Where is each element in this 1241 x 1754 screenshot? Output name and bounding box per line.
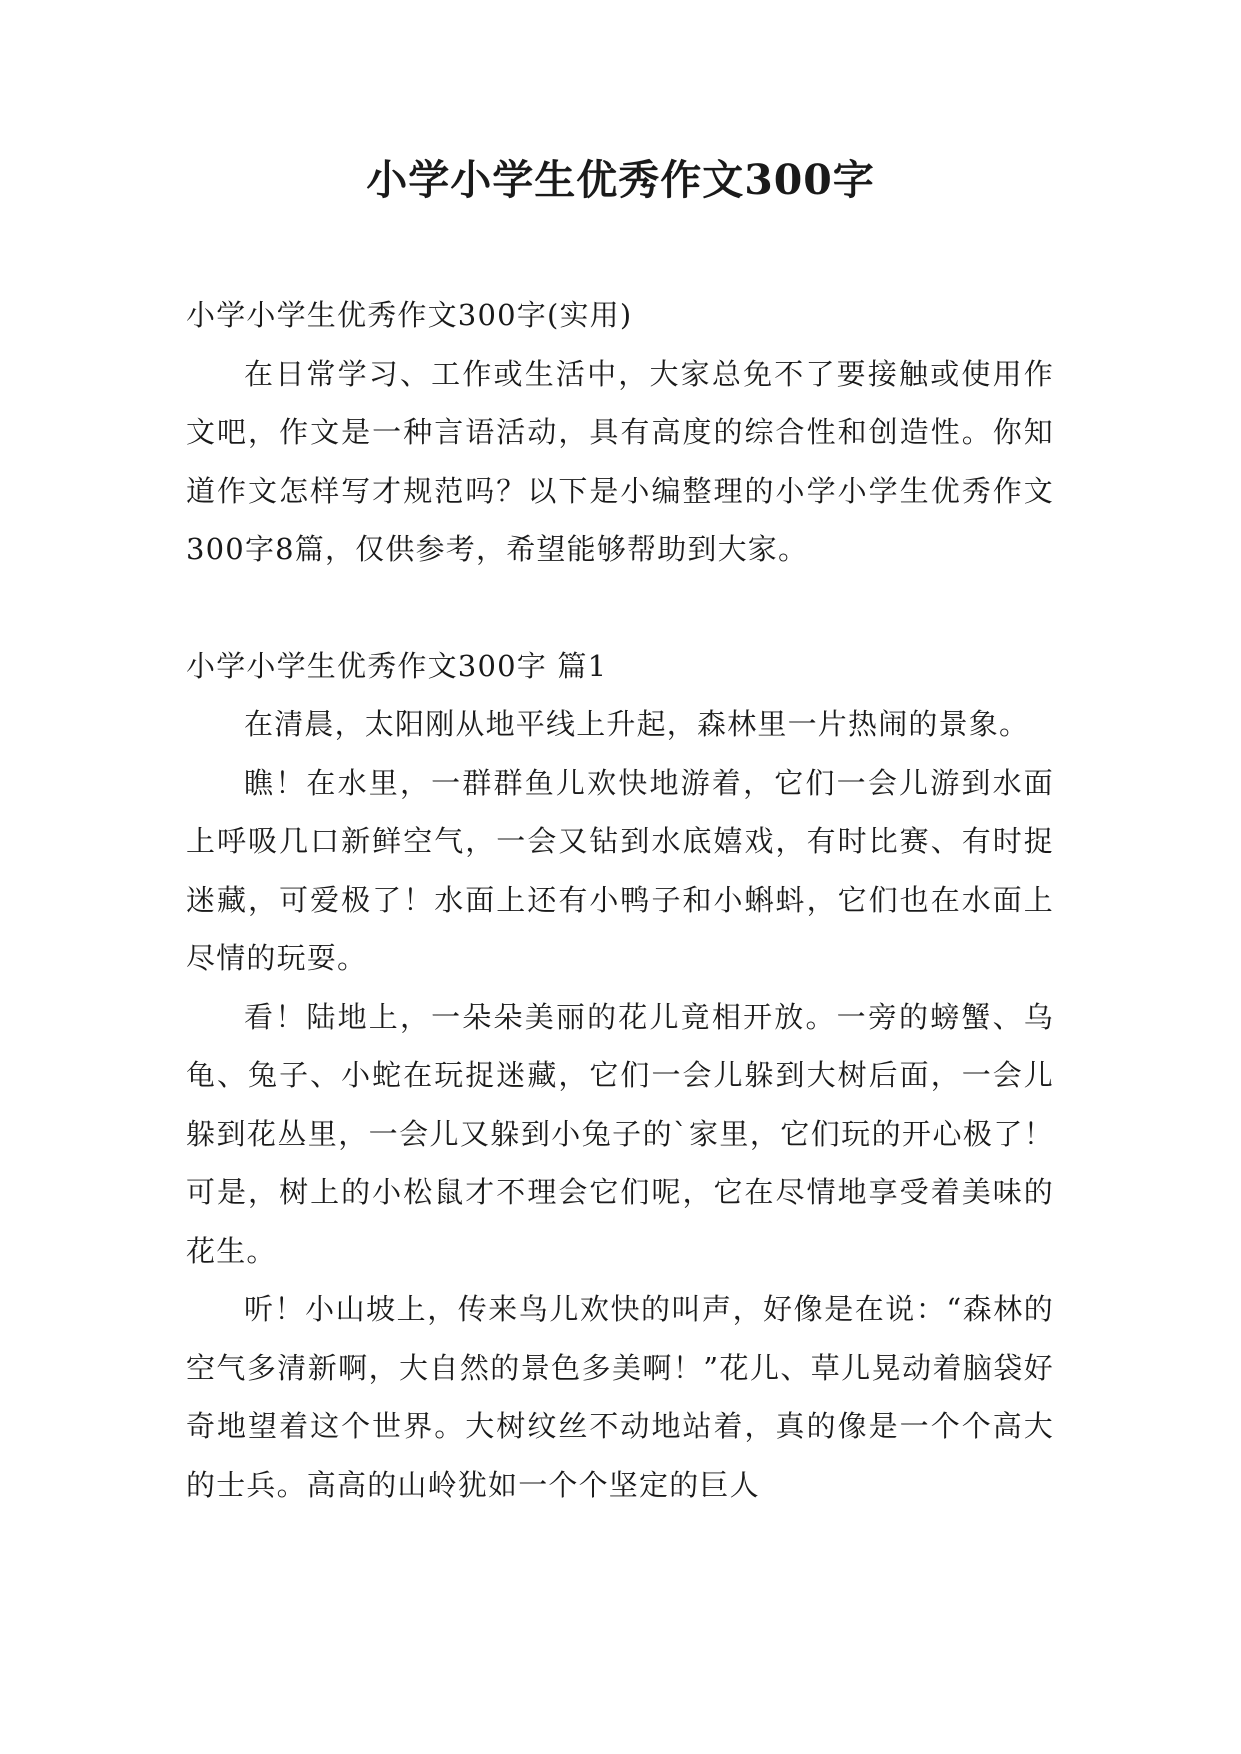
- body-paragraph: 在清晨，太阳刚从地平线上升起，森林里一片热闹的景象。: [244, 707, 1030, 741]
- document-title: 小学小学生优秀作文300字: [366, 156, 875, 204]
- document-body: [186, 286, 1054, 1514]
- body-paragraph: 看！陆地上，一朵朵美丽的花儿竟相开放。一旁的螃蟹、乌龟、兔子、小蛇在玩捉迷藏，它们一会儿躲到大树后面，一会儿躲到花丛里，一会儿又躲到小兔子的`家里，它们玩的开心极了！可是，树上的小松鼠才不理会它们呢，它在尽情地享受着美味的花生。: [186, 999, 1054, 1268]
- body-paragraph: 听！小山坡上，传来鸟儿欢快的叫声，好像是在说：“森林的空气多清新啊，大自然的景色多美啊！”花儿、草儿晃动着脑袋好奇地望着这个世界。大树纹丝不动地站着，真的像是一个个高大的士兵。高高的山岭犹如一个个坚定的巨人: [186, 1292, 1054, 1502]
- body-paragraph: 瞧！在水里，一群群鱼儿欢快地游着，它们一会儿游到水面上呼吸几口新鲜空气，一会又钻到水底嬉戏，有时比赛、有时捉迷藏，可爱极了！水面上还有小鸭子和小蝌蚪，它们也在水面上尽情的玩耍。: [186, 765, 1054, 975]
- intro-heading: 小学小学生优秀作文300字(实用): [186, 298, 633, 332]
- section-spacer: [186, 579, 1054, 637]
- intro-paragraph: 在日常学习、工作或生活中，大家总免不了要接触或使用作文吧，作文是一种言语活动，具有高度的综合性和创造性。你知道作文怎样写才规范吗？以下是小编整理的小学小学生优秀作文300字8篇，仅供参考，希望能够帮助到大家。: [186, 356, 1054, 566]
- section-heading: 小学小学生优秀作文300字 篇1: [186, 648, 608, 683]
